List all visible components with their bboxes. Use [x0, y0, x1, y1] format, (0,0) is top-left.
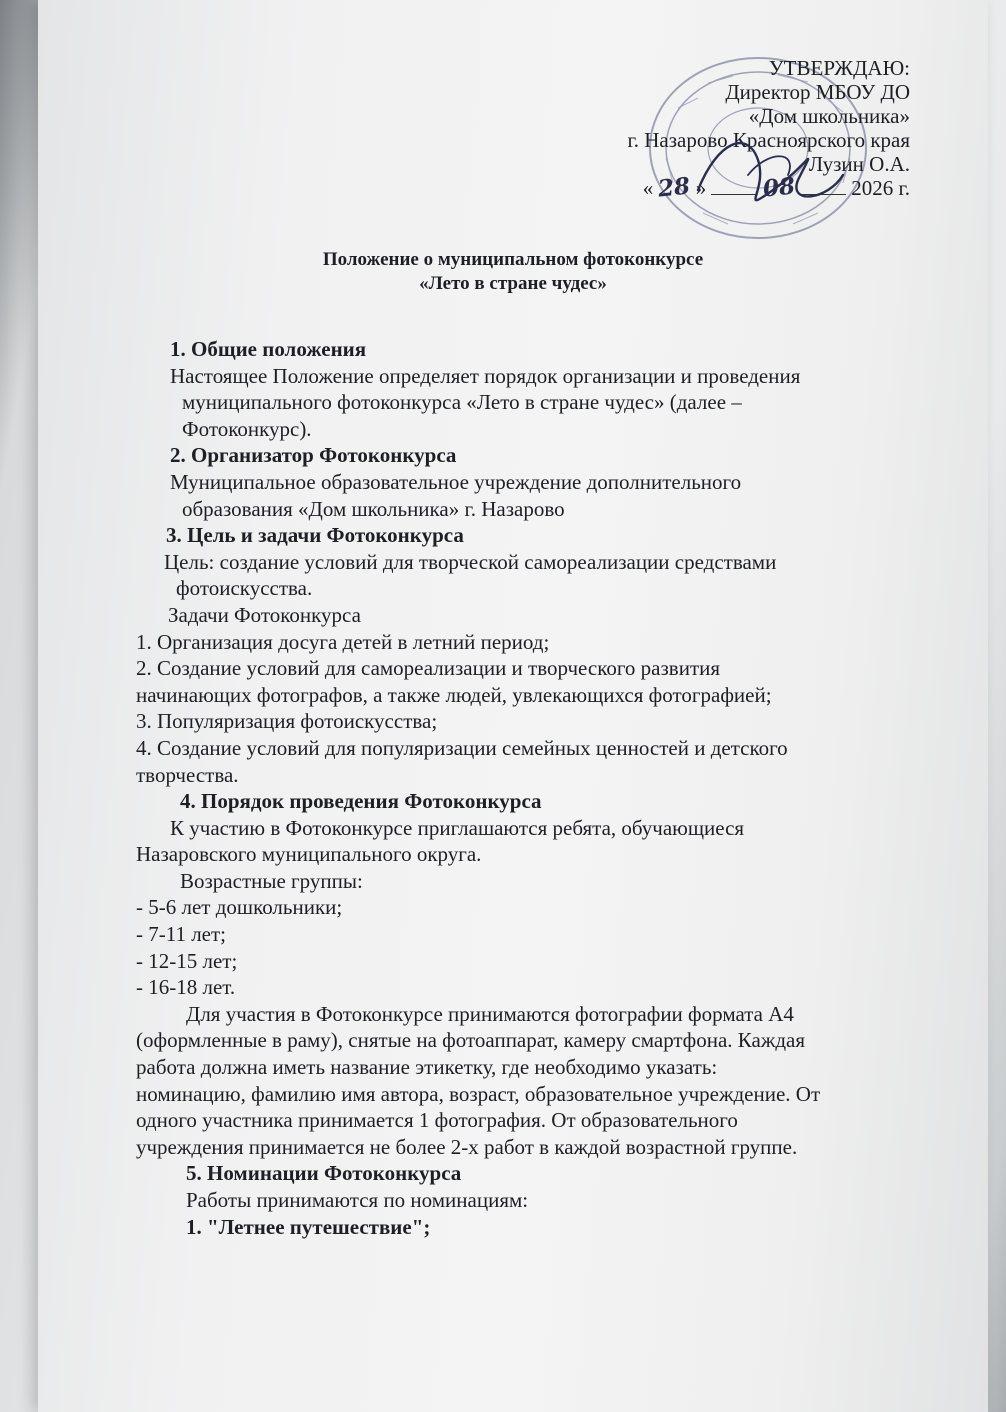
list-item: - 7-11 лет; — [136, 922, 227, 947]
approver-name: Лузин О.А. — [808, 152, 910, 176]
document-body — [138, 336, 928, 1240]
section-heading: 1. Общие положения — [170, 337, 367, 361]
date-close-quote: » — [695, 176, 707, 200]
body-line: творчества. — [136, 762, 239, 787]
list-item: - 5-6 лет дошкольники; — [136, 895, 343, 920]
date-open-quote: « — [642, 176, 654, 200]
list-item: - 12-15 лет; — [136, 948, 238, 973]
list-item: 2. Создание условий для самореализации и творческого развития — [136, 656, 721, 681]
section-heading: 5. Номинации Фотоконкурса — [186, 1161, 462, 1186]
approver-city: г. Назарово Красноярского края — [627, 128, 910, 152]
body-line: Муниципальное образовательное учреждение дополнительного — [170, 469, 742, 494]
section-heading: 3. Цель и задачи Фотоконкурса — [166, 523, 464, 548]
body-line: номинацию, фамилию имя автора, возраст, образовательное учреждение. От — [136, 1081, 821, 1106]
approver-org: «Дом школьника» — [748, 104, 910, 128]
section-heading: 4. Порядок проведения Фотоконкурса — [180, 789, 542, 814]
body-line: образования «Дом школьника» г. Назарово — [182, 496, 565, 521]
title-line-2: «Лето в стране чудес» — [419, 273, 607, 294]
body-line: одного участника принимается 1 фотография. От образовательного — [136, 1108, 738, 1133]
body-line: работа должна иметь название этикетку, где необходимо указать: — [136, 1055, 718, 1080]
list-item: 3. Популяризация фотоискусства; — [136, 709, 438, 734]
document-title — [38, 248, 988, 296]
body-line: учреждения принимается не более 2-х работ в каждой возрастной группе. — [136, 1134, 798, 1159]
approve-label: УТВЕРЖДАЮ: — [768, 56, 910, 80]
body-line: фотоискусства. — [176, 576, 313, 601]
date-day-handwritten: 28 — [657, 172, 692, 203]
title-line-1: Положение о муниципальном фотоконкурсе — [322, 249, 704, 270]
date-year: 2026 г. — [851, 176, 910, 200]
body-line: К участию в Фотоконкурсе приглашаются ребята, обучающиеся — [170, 815, 745, 840]
body-line: Для участия в Фотоконкурсе принимаются фотографии формата А4 — [186, 1001, 794, 1026]
date-month-handwritten: 08 — [761, 172, 797, 203]
body-line: муниципального фотоконкурса «Лето в стране чудес» (далее – — [182, 390, 742, 415]
body-line: Возрастные группы: — [180, 868, 363, 893]
body-line: начинающих фотографов, а также людей, увлекающихся фотографией; — [136, 682, 772, 707]
body-line: Работы принимаются по номинациям: — [186, 1188, 529, 1212]
list-item: 1. Организация досуга детей в летний период; — [136, 629, 550, 654]
handwritten-signature — [678, 120, 858, 230]
body-line: Настоящее Положение определяет порядок организации и проведения — [170, 363, 801, 388]
body-line: Фотоконкурс). — [182, 416, 312, 441]
body-line: Назаровского муниципального округа. — [136, 842, 482, 867]
approver-position: Директор МБОУ ДО — [725, 80, 910, 104]
list-item: 1. "Летнее путешествие"; — [186, 1214, 431, 1239]
paper-sheet — [38, 0, 988, 1412]
body-line: (оформленные в раму), снятые на фотоаппарат, камеру смартфона. Каждая — [136, 1028, 805, 1053]
body-line: Цель: создание условий для творческой самореализации средствами — [164, 549, 777, 574]
list-item: - 16-18 лет. — [136, 975, 236, 1000]
list-item: 4. Создание условий для популяризации семейных ценностей и детского — [136, 735, 788, 760]
body-line: Задачи Фотоконкурса — [168, 602, 361, 627]
section-heading: 2. Организатор Фотоконкурса — [170, 443, 457, 468]
